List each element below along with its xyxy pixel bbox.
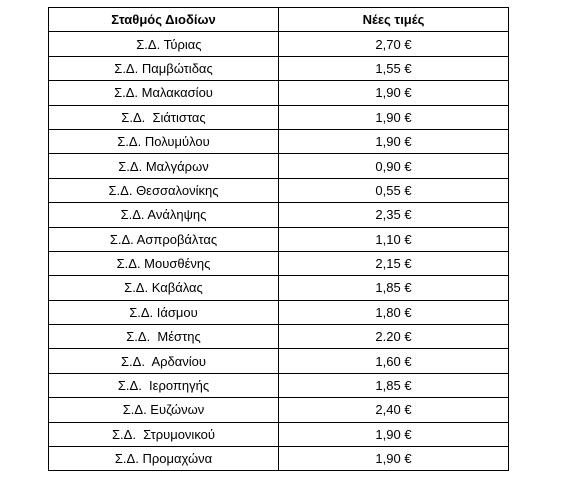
station-cell: Σ.Δ. Τύριας [49, 32, 279, 56]
header-new-prices: Νέες τιμές [279, 8, 509, 32]
price-cell: 2,35 € [279, 203, 509, 227]
station-cell: Σ.Δ. Ιεροπηγής [49, 373, 279, 397]
station-cell: Σ.Δ. Ασπροβάλτας [49, 227, 279, 251]
table-row [49, 251, 509, 275]
price-cell: 1,55 € [279, 56, 509, 80]
table-row [49, 227, 509, 251]
table-row [49, 349, 509, 373]
price-cell: 1,90 € [279, 422, 509, 446]
station-cell: Σ.Δ. Πολυμύλου [49, 129, 279, 153]
table-row [49, 105, 509, 129]
price-cell: 2,40 € [279, 398, 509, 422]
price-cell: 0,55 € [279, 178, 509, 202]
price-cell: 2,15 € [279, 251, 509, 275]
station-cell: Σ.Δ. Μέστης [49, 325, 279, 349]
table-header-row [49, 8, 509, 32]
table-row [49, 447, 509, 471]
station-cell: Σ.Δ. Αρδανίου [49, 349, 279, 373]
station-cell: Σ.Δ. Ανάληψης [49, 203, 279, 227]
price-cell: 1,90 € [279, 105, 509, 129]
table-row [49, 422, 509, 446]
station-cell: Σ.Δ. Καβάλας [49, 276, 279, 300]
table-row [49, 178, 509, 202]
header-station: Σταθμός Διοδίων [49, 8, 279, 32]
price-cell: 1,90 € [279, 81, 509, 105]
toll-prices-table [48, 7, 509, 471]
price-cell: 1,60 € [279, 349, 509, 373]
table-row [49, 32, 509, 56]
station-cell: Σ.Δ. Μουσθένης [49, 251, 279, 275]
station-cell: Σ.Δ. Στρυμονικού [49, 422, 279, 446]
table-row [49, 154, 509, 178]
table-row [49, 325, 509, 349]
table-row [49, 129, 509, 153]
station-cell: Σ.Δ. Προμαχώνα [49, 447, 279, 471]
station-cell: Σ.Δ. Παμβώτιδας [49, 56, 279, 80]
station-cell: Σ.Δ. Ιάσμου [49, 300, 279, 324]
station-cell: Σ.Δ. Μαλακασίου [49, 81, 279, 105]
table-row [49, 81, 509, 105]
station-cell: Σ.Δ. Ευζώνων [49, 398, 279, 422]
table-row [49, 276, 509, 300]
price-cell: 1,90 € [279, 447, 509, 471]
station-cell: Σ.Δ. Θεσσαλονίκης [49, 178, 279, 202]
price-cell: 1,85 € [279, 373, 509, 397]
table-row [49, 373, 509, 397]
price-cell: 1,85 € [279, 276, 509, 300]
price-cell: 1,80 € [279, 300, 509, 324]
price-cell: 1,10 € [279, 227, 509, 251]
table-row [49, 56, 509, 80]
price-cell: 2.20 € [279, 325, 509, 349]
table-row [49, 398, 509, 422]
table-row [49, 300, 509, 324]
price-cell: 2,70 € [279, 32, 509, 56]
station-cell: Σ.Δ. Μαλγάρων [49, 154, 279, 178]
station-cell: Σ.Δ. Σιάτιστας [49, 105, 279, 129]
table-row [49, 203, 509, 227]
price-cell: 0,90 € [279, 154, 509, 178]
price-cell: 1,90 € [279, 129, 509, 153]
